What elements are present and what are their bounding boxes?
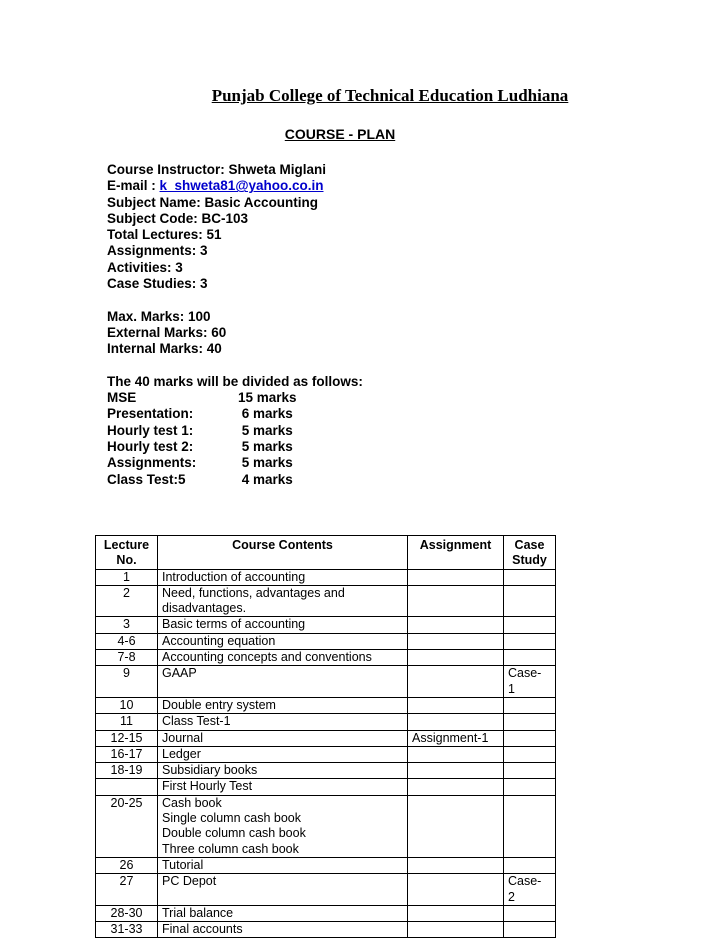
email-label: E-mail : [107, 178, 160, 194]
marks-label: Presentation: [107, 406, 194, 422]
case-study-cell [504, 779, 556, 795]
assignment-cell [408, 650, 504, 666]
lecture-cell: 26 [96, 857, 158, 873]
contents-cell: Trial balance [158, 905, 408, 921]
marks-value: 5 marks [238, 455, 293, 471]
contents-cell: Accounting equation [158, 633, 408, 649]
case-study-cell [504, 857, 556, 873]
internal-marks-line: Internal Marks: 40 [107, 341, 222, 357]
instructor-line: Course Instructor: Shweta Miglani [107, 162, 327, 177]
contents-cell: Class Test-1 [158, 714, 408, 730]
assignment-header: Assignment [408, 536, 504, 570]
college-name: Punjab College of Technical Education Ludhiana [211, 86, 569, 105]
assignment-cell [408, 585, 504, 617]
table-row [96, 874, 556, 906]
marks-label: Hourly test 2: [107, 439, 194, 455]
course-info [107, 162, 363, 488]
case-study-cell [504, 697, 556, 713]
contents-header: Course Contents [158, 536, 408, 570]
division-intro-line: The 40 marks will be divided as follows: [107, 373, 363, 389]
subject-name-line: Subject Name: Basic Accounting [107, 194, 319, 210]
assignment-cell [408, 779, 504, 795]
assignment-cell [408, 714, 504, 730]
assignment-cell [408, 857, 504, 873]
table-row [96, 763, 556, 779]
contents-cell: Need, functions, advantages and disadvantages. [158, 585, 408, 617]
external-marks-line: External Marks: 60 [107, 324, 227, 340]
table-row [96, 697, 556, 713]
table-row [96, 666, 556, 698]
assignment-cell [408, 633, 504, 649]
lecture-cell: 16-17 [96, 746, 158, 762]
activities-line: Activities: 3 [107, 259, 183, 275]
case-study-cell: Case- 2 [504, 874, 556, 906]
table-row [96, 905, 556, 921]
table-row [96, 779, 556, 795]
case-studies-line: Case Studies: 3 [107, 276, 208, 292]
table-row [96, 569, 556, 585]
case-study-cell [504, 922, 556, 938]
lecture-cell: 9 [96, 666, 158, 698]
case-study-header: Case Study [504, 536, 556, 570]
contents-cell: Cash book Single column cash book Double column cash book Three column cash book [158, 795, 408, 857]
table-row [96, 857, 556, 873]
assignment-cell [408, 905, 504, 921]
table-row [96, 633, 556, 649]
assignment-cell [408, 666, 504, 698]
lecture-cell: 11 [96, 714, 158, 730]
table-header-row [96, 536, 556, 570]
case-study-cell [504, 585, 556, 617]
case-study-cell [504, 746, 556, 762]
total-lectures-line: Total Lectures: 51 [107, 227, 222, 243]
assignment-cell [408, 874, 504, 906]
lecture-cell: 31-33 [96, 922, 158, 938]
marks-label: MSE [107, 390, 137, 406]
marks-label: Class Test:5 [107, 471, 186, 487]
lecture-cell: 18-19 [96, 763, 158, 779]
document-title: COURSE - PLAN [284, 126, 396, 142]
table-row [96, 746, 556, 762]
marks-value: 6 marks [238, 406, 293, 422]
marks-row [107, 390, 363, 406]
contents-cell: First Hourly Test [158, 779, 408, 795]
lecture-cell: 27 [96, 874, 158, 906]
lecture-cell: 2 [96, 585, 158, 617]
case-study-cell [504, 795, 556, 857]
lecture-cell: 28-30 [96, 905, 158, 921]
assignment-cell [408, 746, 504, 762]
table-row [96, 730, 556, 746]
assignment-cell [408, 922, 504, 938]
lecture-cell: 20-25 [96, 795, 158, 857]
assignments-line: Assignments: 3 [107, 243, 208, 259]
contents-cell: Final accounts [158, 922, 408, 938]
marks-row [107, 472, 363, 488]
lecture-cell: 10 [96, 697, 158, 713]
case-study-cell [504, 905, 556, 921]
contents-cell: PC Depot [158, 874, 408, 906]
marks-label: Hourly test 1: [107, 422, 194, 438]
marks-row [107, 455, 363, 471]
contents-cell: GAAP [158, 666, 408, 698]
marks-row [107, 423, 363, 439]
assignment-cell [408, 795, 504, 857]
lecture-cell: 1 [96, 569, 158, 585]
contents-cell: Double entry system [158, 697, 408, 713]
lecture-cell: 4-6 [96, 633, 158, 649]
case-study-cell [504, 633, 556, 649]
table-row [96, 650, 556, 666]
lecture-cell: 3 [96, 617, 158, 633]
contents-cell: Basic terms of accounting [158, 617, 408, 633]
table-row [96, 617, 556, 633]
assignment-cell [408, 763, 504, 779]
case-study-cell [504, 730, 556, 746]
assignment-cell: Assignment-1 [408, 730, 504, 746]
case-study-cell [504, 763, 556, 779]
lecture-cell [96, 779, 158, 795]
case-study-cell: Case- 1 [504, 666, 556, 698]
table-row [96, 714, 556, 730]
case-study-cell [504, 617, 556, 633]
lecture-cell: 7-8 [96, 650, 158, 666]
course-plan-table [95, 535, 556, 938]
lecture-header: Lecture No. [96, 536, 158, 570]
contents-cell: Tutorial [158, 857, 408, 873]
email-link[interactable]: k_shweta81@yahoo.co.in [159, 178, 324, 194]
contents-cell: Introduction of accounting [158, 569, 408, 585]
marks-label: Assignments: [107, 455, 197, 471]
table-row [96, 795, 556, 857]
lecture-cell: 12-15 [96, 730, 158, 746]
max-marks-line: Max. Marks: 100 [107, 308, 211, 324]
email-line [107, 178, 363, 194]
marks-value: 4 marks [238, 471, 293, 487]
contents-cell: Accounting concepts and conventions [158, 650, 408, 666]
marks-value: 5 marks [238, 439, 293, 455]
marks-value: 5 marks [238, 422, 293, 438]
table-row [96, 922, 556, 938]
contents-cell: Subsidiary books [158, 763, 408, 779]
case-study-cell [504, 714, 556, 730]
marks-row [107, 439, 363, 455]
marks-breakdown [107, 390, 363, 488]
marks-row [107, 406, 363, 422]
contents-cell: Ledger [158, 746, 408, 762]
assignment-cell [408, 697, 504, 713]
subject-code-line: Subject Code: BC-103 [107, 210, 249, 226]
marks-value: 15 marks [238, 390, 297, 406]
contents-cell: Journal [158, 730, 408, 746]
assignment-cell [408, 569, 504, 585]
case-study-cell [504, 650, 556, 666]
case-study-cell [504, 569, 556, 585]
assignment-cell [408, 617, 504, 633]
table-row [96, 585, 556, 617]
